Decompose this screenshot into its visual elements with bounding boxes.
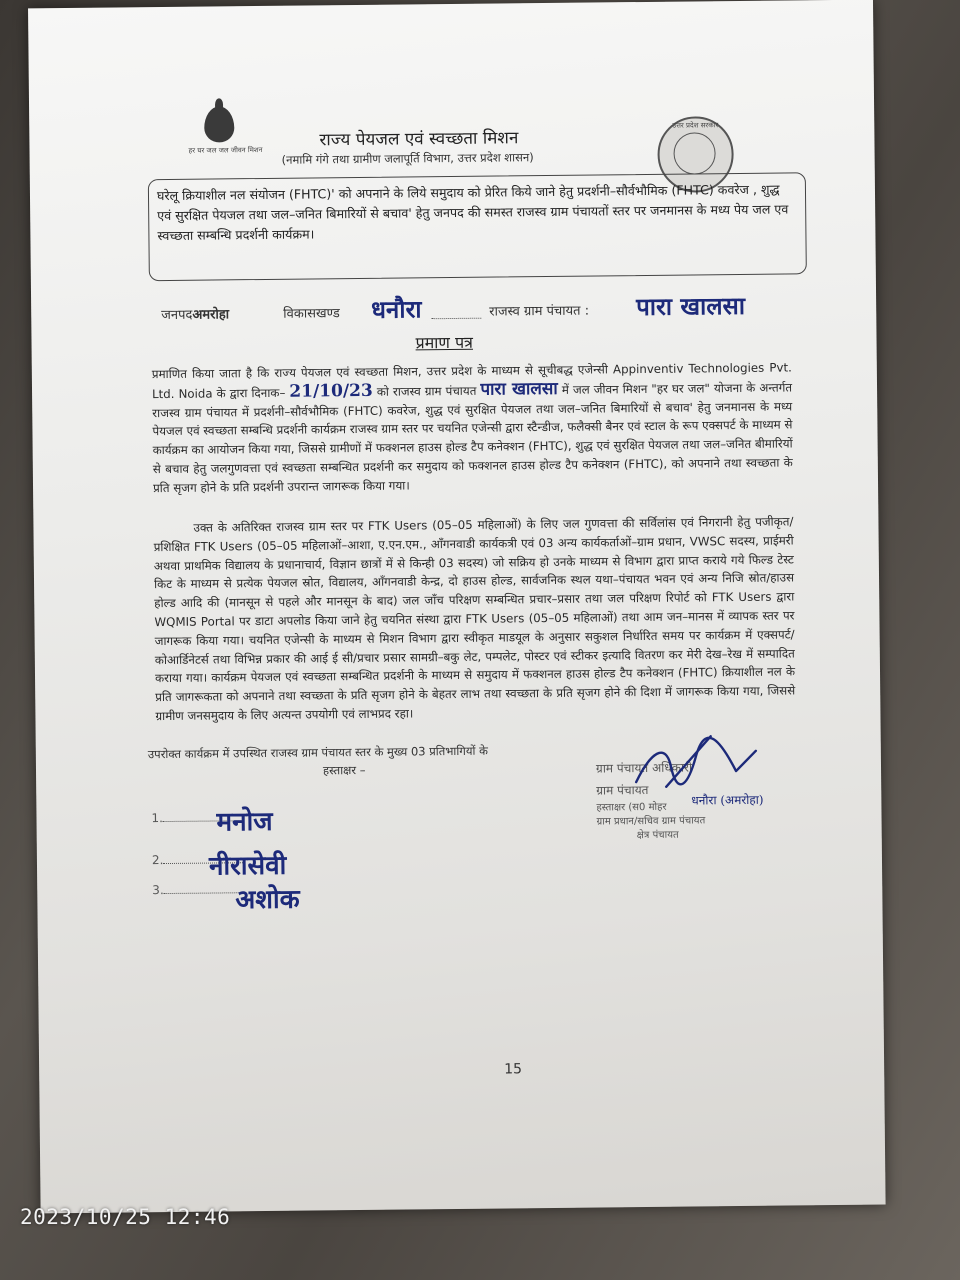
- page-title: राज्य पेयजल एवं स्वच्छता मिशन: [319, 128, 519, 151]
- document-page: [28, 0, 886, 1213]
- signature-2-handwritten: नीरासेवी: [208, 850, 287, 882]
- program-description-box: घरेलू क्रियाशील नल संयोजन (FHTC)' को अपनाने के लिये समुदाय को प्रेरित किये जाने हेतु प्रदर्शनी–सौर्वभौमिक (FHTC) कवरेज , शुद्ध एवं सुरक्षित पेयजल तथा जल–जनित बिमारियों से बचाव' हेतु जनपद की समस्त राजस्व ग्राम पंचायतों स्तर पर जनमानस के मध्य पेय जल एव स्वच्छता सम्बन्धि प्रदर्शनी कार्यक्रम।: [148, 172, 807, 281]
- body-paragraph-2: उक्त के अतिरिक्त राजस्व ग्राम स्तर पर FTK Users (05–05 महिलाओं) के लिए जल गुणवत्ता की सर्विलांस एवं निगरानी हेतु पजीकृत/प्रशिक्षित FTK Users (05–05 महिलाओं–आशा, ए.एन.एम., आँगनवाडी कार्यकत्री एवं 03 अन्य कार्यकर्ताओं–ग्राम प्रधान, VWSC सदस्य, प्राईमरी अथवा प्राथमिक विद्यालय के प्रधानाचार्य, विज्ञान छात्रों में से किन्ही 03 सदस्य) जो सक्रिय हो उनके माध्यम से विभाग द्वारा प्राप्त कराये गये फिल्ड टेस्ट किट के माध्यम से प्रत्येक पेयजल स्रोत, विद्यालय, आँगनवाडी केन्द्र, दो हाउस होल्ड, सार्वजनिक स्थल यथा–पंचायत भवन एवं अन्य निजि स्रोत/हाउस होल्ड आदि की (मानसून से पहले और मानसून के बाद) जल जाँच परिक्षण सम्बन्धित प्रचार–प्रसार तथा जल परिक्षण रिपोर्ट को FTK Users द्वारा WQMIS Portal पर डाटा अपलोड किया जाने हेतु चयनित संस्था द्वारा FTK Users (05–05 महिलाओं) तथा आम जन–मानस में व्यापक स्तर पर जागरूक किया गया। चयनित एजेन्सी के माध्यम से मिशन विभाग द्वारा स्वीकृत माडयूल के अनुसार सकुशल निर्धारित समय पर कार्यक्रम में एक्सपर्ट/कोआर्डिनेटर्स तथा विभिन्न प्रकार की आई ई सी/प्रचार प्रसार सामग्री–बकु लेट, पम्पलेट, पोस्टर एवं स्टीकर इत्यादि वितरण कर मेरी देख–रेख में सम्पादित कराया गया। कार्यक्रम पेयजल एवं स्वच्छता सम्बन्धित प्रदर्शनी के माध्यम से समुदाय में फक्शनल हाउस होल्ड टैप कनेक्शन (FHTC) क्रियाशील नल के प्रति जागरूकता को अपनाने तथा स्वच्छता के प्रति सृजग होने के बेहतर लाभ तथा स्वच्छता के प्रति सृजग होने की दिशा में जागरूक किया गया, जिससे ग्रामीण जनसमुदाय के लिए अत्यन्त उपयोगी एवं लाभप्रद रहा।: [153, 514, 796, 724]
- para1-end: में जल जीवन मिशन "हर घर जल" योजना के अन्तर्गत राजस्व ग्राम पंचायत में प्रदर्शनी–सौर्वभौमिक (FHTC) कवरेज, शुद्ध एवं सुरक्षित पेयजल तथा जल–जनित बिमारियों से बचाव' हेतु जनमानस के मध्य पेयजल एवं स्वच्छता सम्बन्धि प्रदर्शनी कार्यक्रम राजस्व ग्राम स्तर पर चयनित एजेन्सी द्वारा स्टैन्डीज, फलैक्सी बैनर एवं स्टाल के रूप एक्सपर्ट के माध्यम से कार्यक्रम का आयोजन किया गया, जिससे ग्रामीणों में फक्शनल हाउस होल्ड टैप कनेक्शन (FHTC), शुद्ध एवं सुरक्षित पेयजल तथा जल–जनित बीमारियों से बचाव हेतु जलगुणवत्ता एवं स्वच्छता सम्बन्धित प्रदर्शनी कर समुदाय को फक्शनल हाउस होल्ड टैप कनेक्शन (FHTC), को अपनाने तथा स्वच्छता के प्रति सृजग होने के प्रति प्रदर्शनी उपरान्त जागरूक किया गया।: [152, 380, 793, 495]
- har-ghar-jal-logo: [184, 106, 265, 167]
- para1-start: प्रमाणित किया जाता है कि राज्य पेयजल एवं स्वच्छता मिशन, उत्तर प्रदेश के माध्यम से सूचीबद्ध एजेन्सी Appinventiv Technologies Pvt. Ltd. Noida के द्वारा दिनाक–: [151, 360, 792, 401]
- signature-num-3: 3.: [152, 883, 164, 898]
- district-value: अमरोहा: [192, 307, 230, 323]
- district-field: [161, 304, 229, 323]
- block-dotted-line: [431, 318, 481, 320]
- logo-caption: हर घर जल जल जीवन मिशन: [188, 145, 263, 155]
- district-label: जनपद: [161, 307, 193, 324]
- date-handwritten: 21/10/23: [289, 380, 373, 402]
- block-label: विकासखण्ड: [283, 306, 340, 322]
- official-signature-scribble: [626, 731, 767, 802]
- block-value-handwritten: धनौरा: [371, 294, 422, 324]
- page-subtitle: (नमामि गंगे तथा ग्रामीण जलापूर्ति विभाग, उत्तर प्रदेश शासन): [281, 150, 534, 167]
- seal-emblem: [673, 132, 715, 174]
- official-line-5: क्षेत्र पंचायत: [636, 829, 679, 842]
- para1-mid: को राजस्व ग्राम पंचायत: [376, 383, 477, 399]
- official-line-3: हस्ताक्षर (स0 मोहर: [596, 801, 667, 814]
- signature-3-handwritten: अशोक: [235, 884, 300, 916]
- signature-num-2: 2.: [151, 853, 164, 868]
- signature-num-1: 1.: [151, 811, 164, 826]
- signature-line-3: [152, 882, 244, 897]
- signature-dots-3: [164, 892, 244, 894]
- page-number: 15: [504, 1061, 523, 1078]
- signature-heading: [148, 742, 488, 782]
- signature-heading-line-2: हस्ताक्षर –: [322, 762, 366, 778]
- panchayat-value-handwritten: पारा खालसा: [636, 290, 746, 322]
- official-line-4: ग्राम प्रधान/सचिव ग्राम पंचायत: [596, 815, 706, 828]
- official-stamp-handwritten: धनौरा (अमरोहा): [691, 792, 764, 808]
- official-line-2: ग्राम पंचायत: [596, 782, 649, 798]
- certificate-title: प्रमाण पत्र: [415, 332, 474, 353]
- water-drop-icon: [204, 106, 234, 142]
- photo-timestamp: 2023/10/25 12:46: [20, 1205, 231, 1229]
- seal-caption: उत्तर प्रदेश सरकार: [672, 121, 719, 130]
- panchayat-label: राजस्व ग्राम पंचायत :: [489, 303, 590, 320]
- signature-heading-line-1: उपरोक्त कार्यक्रम में उपस्थित राजस्व ग्राम पंचायत स्तर के मुख्य 03 प्रतिभागियों के: [147, 743, 489, 762]
- panchayat-handwritten: पारा खालसा: [480, 378, 558, 400]
- body-paragraph-1: [152, 358, 793, 497]
- signature-1-handwritten: मनोज: [216, 806, 273, 838]
- official-line-1: ग्राम पंचायत अधिकारी: [595, 760, 693, 776]
